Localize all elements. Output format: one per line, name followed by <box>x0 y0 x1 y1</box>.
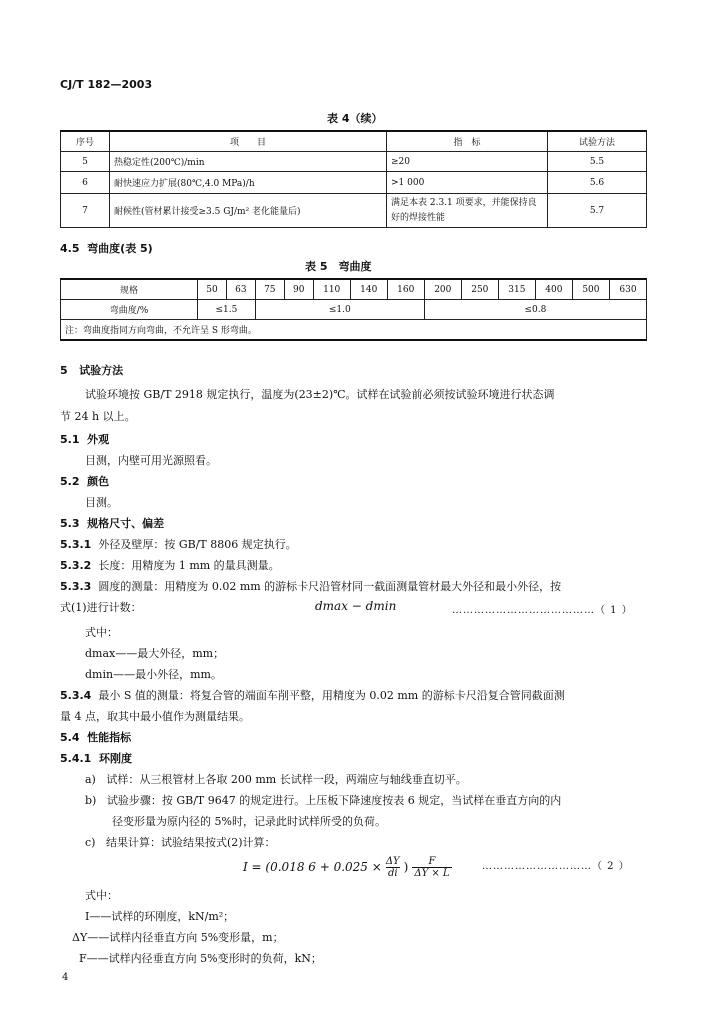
table-row <box>61 172 647 194</box>
table-5 <box>60 278 647 341</box>
section-title: 性能指标 <box>87 731 132 744</box>
cell: 热稳定性(200℃)/min <box>110 152 387 172</box>
section-number: 5.1 <box>60 433 80 446</box>
table-header-row <box>61 279 647 300</box>
section-number: 4.5 <box>60 242 80 255</box>
section-number: 5.3.1 <box>60 538 92 551</box>
list-item <box>85 792 561 808</box>
cell: 5 <box>61 152 110 172</box>
paragraph-line: 量 4 点，取其中最小值作为测量结果。 <box>60 710 250 723</box>
list-marker: c) <box>85 836 96 849</box>
list-text: 试样：从三根管材上各取 200 mm 长试样一段，两端应与轴线垂直切平。 <box>106 773 467 786</box>
formula-left: I = (0.018 6 + 0.025 × <box>243 860 382 874</box>
fraction <box>412 856 451 879</box>
cell: 7 <box>61 194 110 228</box>
paragraph-line: 目测，内壁可用光源照看。 <box>85 454 217 467</box>
cell: 6 <box>61 172 110 194</box>
section-number: 5.3.2 <box>60 559 92 572</box>
col-header-method: 试验方法 <box>548 131 647 152</box>
section-title: 弯曲度(表 5) <box>87 242 153 255</box>
where-label: 式中： <box>85 626 118 639</box>
spec-cell: 200 <box>424 279 461 300</box>
fraction <box>386 856 400 879</box>
table4-caption: 表 4（续） <box>327 112 383 125</box>
spec-cell: 75 <box>255 279 284 300</box>
spec-cell: 50 <box>198 279 227 300</box>
list-marker: b) <box>85 794 97 807</box>
spec-cell: 630 <box>609 279 646 300</box>
col-header-index: 指 标 <box>387 131 548 152</box>
spec-cell: 160 <box>387 279 424 300</box>
bend-label: 弯曲度/% <box>61 300 198 320</box>
section-5-3-1 <box>60 536 297 552</box>
section-title: 规格尺寸、偏差 <box>87 517 165 530</box>
section-number: 5.4.1 <box>60 752 92 765</box>
section-title: 试验方法 <box>79 364 124 377</box>
bend-value: ≤1.5 <box>198 300 256 320</box>
table-note-row <box>61 320 647 341</box>
cell: 耐候性(管材累计接受≥3.5 GJ/m² 老化能量后) <box>110 194 387 228</box>
table-4 <box>60 130 647 228</box>
table5-caption: 表 5 弯曲度 <box>305 260 372 273</box>
list-marker: a) <box>85 773 96 786</box>
spec-cell: 400 <box>535 279 572 300</box>
definition-line: dmin——最小外径，mm。 <box>85 668 222 681</box>
col-header-no: 序号 <box>61 131 110 152</box>
section-number: 5 <box>60 364 68 377</box>
section-5-1 <box>60 431 109 447</box>
paragraph-line: 式(1)进行计数： <box>60 601 142 614</box>
section-number: 5.3 <box>60 517 80 530</box>
paragraph-line: 长度：用精度为 1 mm 的量具测量。 <box>98 559 280 572</box>
section-5-3 <box>60 515 164 531</box>
table-row <box>61 152 647 172</box>
definition-line: I——试样的环刚度，kN/m²； <box>85 910 235 923</box>
spec-cell: 90 <box>284 279 313 300</box>
section-5-3-2 <box>60 557 280 573</box>
section-5-2 <box>60 473 109 489</box>
list-text: 径变形量为原内径的 5%时，记录此时试样所受的负荷。 <box>112 815 386 828</box>
section-5-3-4 <box>60 687 565 703</box>
table-row <box>61 194 647 228</box>
section-number: 5.3.4 <box>60 689 92 702</box>
cell: ≥20 <box>387 152 548 172</box>
table-note: 注：弯曲度指同方向弯曲，不允许呈 S 形弯曲。 <box>61 320 647 341</box>
formula-2: I = (0.018 6 + 0.025 × $\frac{\Delta Y}{di}$ ) $\frac{F}{\Delta Y \times L}$ <box>243 855 450 879</box>
section-5 <box>60 362 123 378</box>
spec-cell: 500 <box>572 279 609 300</box>
fraction-numerator: ΔY <box>385 855 400 867</box>
spec-cell: 63 <box>226 279 255 300</box>
section-number: 5.4 <box>60 731 80 744</box>
paragraph-line: 最小 S 值的测量：将复合管的端面车削平整，用精度为 0.02 mm 的游标卡尺沿复合管同截面测 <box>98 689 565 702</box>
spec-cell: 110 <box>313 279 350 300</box>
spec-label: 规格 <box>61 279 198 300</box>
spec-cell: 140 <box>350 279 387 300</box>
section-5-4 <box>60 729 131 745</box>
paragraph-line: 外径及壁厚：按 GB/T 8806 规定执行。 <box>98 538 297 551</box>
cell: >1 000 <box>387 172 548 194</box>
definition-line: ΔY——试样内径垂直方向 5%变形量，m； <box>72 931 284 944</box>
section-4-5 <box>60 240 153 256</box>
list-item <box>85 771 467 787</box>
cell: 5.6 <box>548 172 647 194</box>
list-text: 结果计算：试验结果按式(2)计算： <box>105 836 276 849</box>
col-header-item: 项 目 <box>110 131 387 152</box>
cell: 耐快速应力扩展(80℃,4.0 MPa)/h <box>110 172 387 194</box>
section-5-3-3 <box>60 578 561 594</box>
list-text: 试验步骤：按 GB/T 9647 的规定进行。上压板下降速度按表 6 规定，当试样在垂直方向的内 <box>106 794 562 807</box>
cell: 5.7 <box>548 194 647 228</box>
cell: 满足本表 2.3.1 项要求，并能保持良好的焊接性能 <box>387 194 548 228</box>
where-label: 式中： <box>85 889 118 902</box>
fraction-numerator: F <box>428 855 436 867</box>
fraction-denominator: di <box>387 867 398 879</box>
spec-cell: 250 <box>461 279 498 300</box>
bend-value: ≤0.8 <box>424 300 646 320</box>
section-number: 5.3.3 <box>60 580 92 593</box>
paragraph-line: 节 24 h 以上。 <box>60 410 136 423</box>
section-5-4-1 <box>60 750 132 766</box>
section-title: 环刚度 <box>99 752 132 765</box>
definition-line: dmax——最大外径，mm； <box>85 647 225 660</box>
formula-1: dmax − dmin <box>315 599 397 613</box>
spec-cell: 315 <box>498 279 535 300</box>
paragraph-line: 圆度的测量：用精度为 0.02 mm 的游标卡尺沿管材同一截面测量管材最大外径和最小外径，按 <box>98 580 562 593</box>
page-number: 4 <box>62 972 69 983</box>
paragraph-line: 试验环境按 GB/T 2918 规定执行，温度为(23±2)℃。试样在试验前必须按试验环境进行状态调 <box>85 388 555 401</box>
section-title: 外观 <box>87 433 110 446</box>
standard-code: CJ/T 182—2003 <box>60 78 153 91</box>
table-row <box>61 300 647 320</box>
bend-value: ≤1.0 <box>255 300 424 320</box>
section-title: 颜色 <box>87 475 110 488</box>
section-number: 5.2 <box>60 475 80 488</box>
list-item <box>85 834 276 850</box>
paragraph-line: 目测。 <box>85 496 118 509</box>
table-header-row <box>61 131 647 152</box>
cell: 5.5 <box>548 152 647 172</box>
fraction-denominator: ΔY × L <box>414 867 450 879</box>
definition-line: F——试样内径垂直方向 5%变形时的负荷，kN； <box>79 952 322 965</box>
formula-2-number: …………………………（ 2 ） <box>482 861 630 872</box>
formula-1-number: …………………………………（ 1 ） <box>452 605 633 616</box>
